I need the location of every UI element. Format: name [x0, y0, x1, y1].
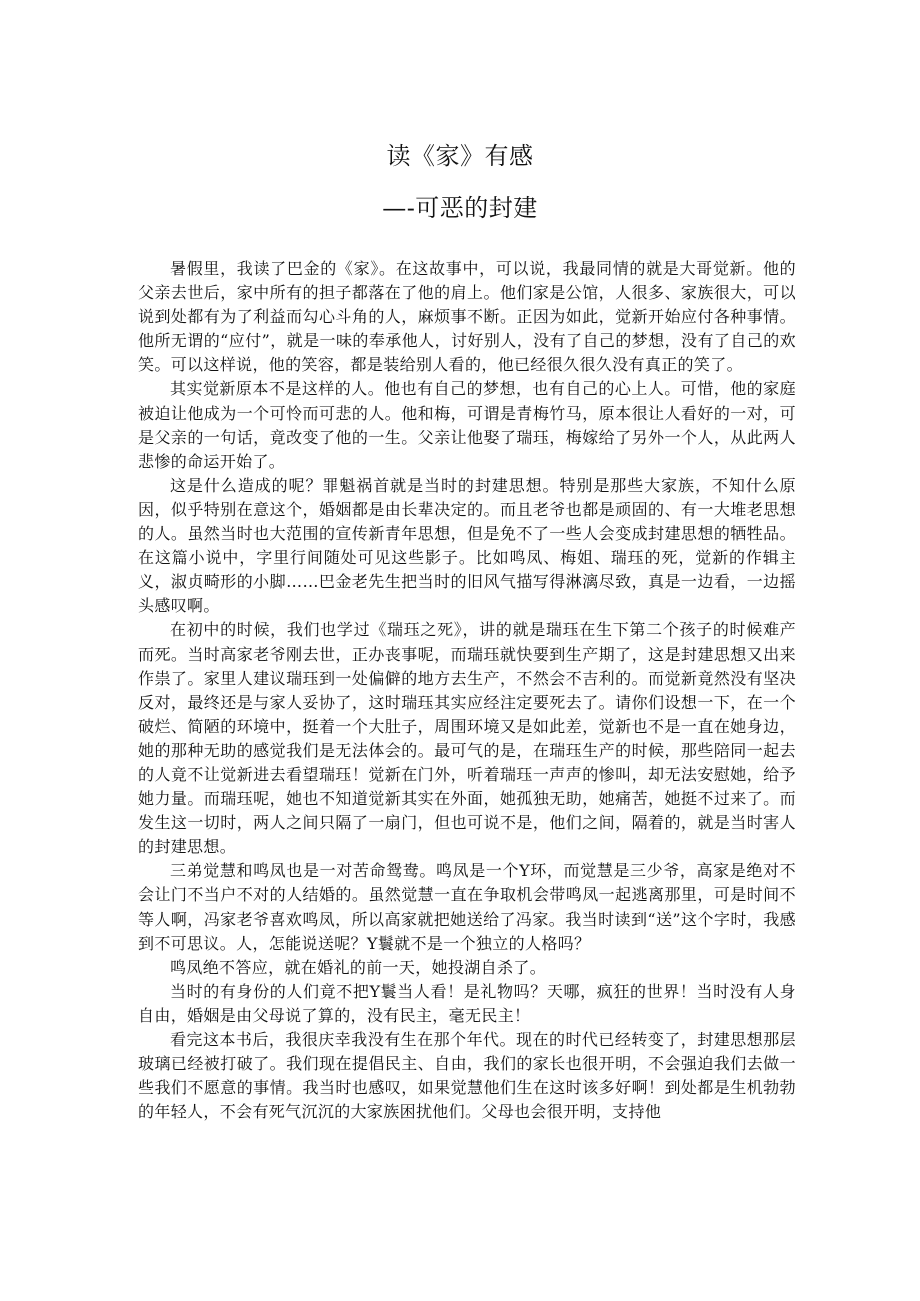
paragraph: 三弟觉慧和鸣凤也是一对苦命鸳鸯。鸣凤是一个Y环，而觉慧是三少爷，高家是绝对不会让门不当户不对的人结婚的。虽然觉慧一直在争取机会带鸣凤一起逃离那里，可是时间不等人啊，冯家老爷喜欢鸣凤，所以高家就把她送给了冯家。我当时读到“送”这个字时，我感到不可思议。人，怎能说送呢？Y鬟就不是一个独立的人格吗？ [138, 861, 796, 953]
paragraph: 当时的有身份的人们竟不把Y鬟当人看！是礼物吗？天哪，疯狂的世界！当时没有人身自由，婚姻是由父母说了算的，没有民主，毫无民主！ [138, 981, 796, 1025]
page-subtitle: —-可恶的封建 [382, 194, 538, 222]
paragraph: 其实觉新原本不是这样的人。他也有自己的梦想，也有自己的心上人。可惜，他的家庭被迫让他成为一个可怜而可悲的人。他和梅，可谓是青梅竹马，原本很让人看好的一对，可是父亲的一句话，竟改变了他的一生。父亲让他娶了瑞珏，梅嫁给了另外一个人，从此两人悲惨的命运开始了。 [138, 379, 796, 471]
paragraph: 暑假里，我读了巴金的《家》。在这故事中，可以说，我最同情的就是大哥觉新。他的父亲去世后，家中所有的担子都落在了他的肩上。他们家是公馆，人很多、家族很大，可以说到处都有为了利益而勾心斗角的人，麻烦事不断。正因为如此，觉新开始应付各种事情。他所无谓的“应付”，就是一味的奉承他人，讨好别人，没有了自己的梦想，没有了自己的欢笑。可以这样说，他的笑容，都是装给别人看的，他已经很久很久没有真正的笑了。 [138, 259, 796, 375]
paragraph: 这是什么造成的呢？罪魁祸首就是当时的封建思想。特别是那些大家族，不知什么原因，似乎特别在意这个，婚姻都是由长辈决定的。而且老爷也都是顽固的、有一大堆老思想的人。虽然当时也大范围的宣传新青年思想，但是免不了一些人会变成封建思想的牺牲品。在这篇小说中，字里行间随处可见这些影子。比如鸣凤、梅姐、瑞珏的死，觉新的作辑主义，淑贞畸形的小脚……巴金老先生把当时的旧风气描写得淋漓尽致，真是一边看，一边摇头感叹啊。 [138, 475, 796, 616]
paragraph: 鸣凤绝不答应，就在婚礼的前一天，她投湖自杀了。 [170, 957, 547, 977]
paragraph: 在初中的时候，我们也学过《瑞珏之死》，讲的就是瑞珏在生下第二个孩子的时候难产而死。当时高家老爷刚去世，正办丧事呢，而瑞珏就快要到生产期了，这是封建思想又出来作祟了。家里人建议瑞珏到一处偏僻的地方去生产，不然会不吉利的。而觉新竟然没有坚决反对，最终还是与家人妥协了，这时瑞珏其实应经注定要死去了。请你们设想一下，在一个破烂、简陋的环境中，挺着一个大肚子，周围环境又是如此差，觉新也不是一直在她身边，她的那种无助的感觉我们是无法体会的。最可气的是，在瑞珏生产的时候，那些陪同一起去的人竟不让觉新进去看望瑞珏！觉新在门外，听着瑞珏一声声的惨叫，却无法安慰她，给予她力量。而瑞珏呢，她也不知道觉新其实在外面，她孤独无助，她痛苦，她挺不过来了。而发生这一切时，两人之间只隔了一扇门，但也可说不是，他们之间，隔着的，就是当时害人的封建思想。 [138, 620, 796, 857]
page-title: 读《家》有感 [386, 142, 534, 170]
paragraph: 看完这本书后，我很庆幸我没有生在那个年代。现在的时代已经转变了，封建思想那层玻璃已经被打破了。我们现在提倡民主、自由，我们的家长也很开明，不会强迫我们去做一些我们不愿意的事情。我当时也感叹，如果觉慧他们生在这时该多好啊！到处都是生机勃勃的年轻人，不会有死气沉沉的大家族困扰他们。父母也会很开明，支持他 [138, 1030, 796, 1122]
article-body [138, 257, 796, 1124]
